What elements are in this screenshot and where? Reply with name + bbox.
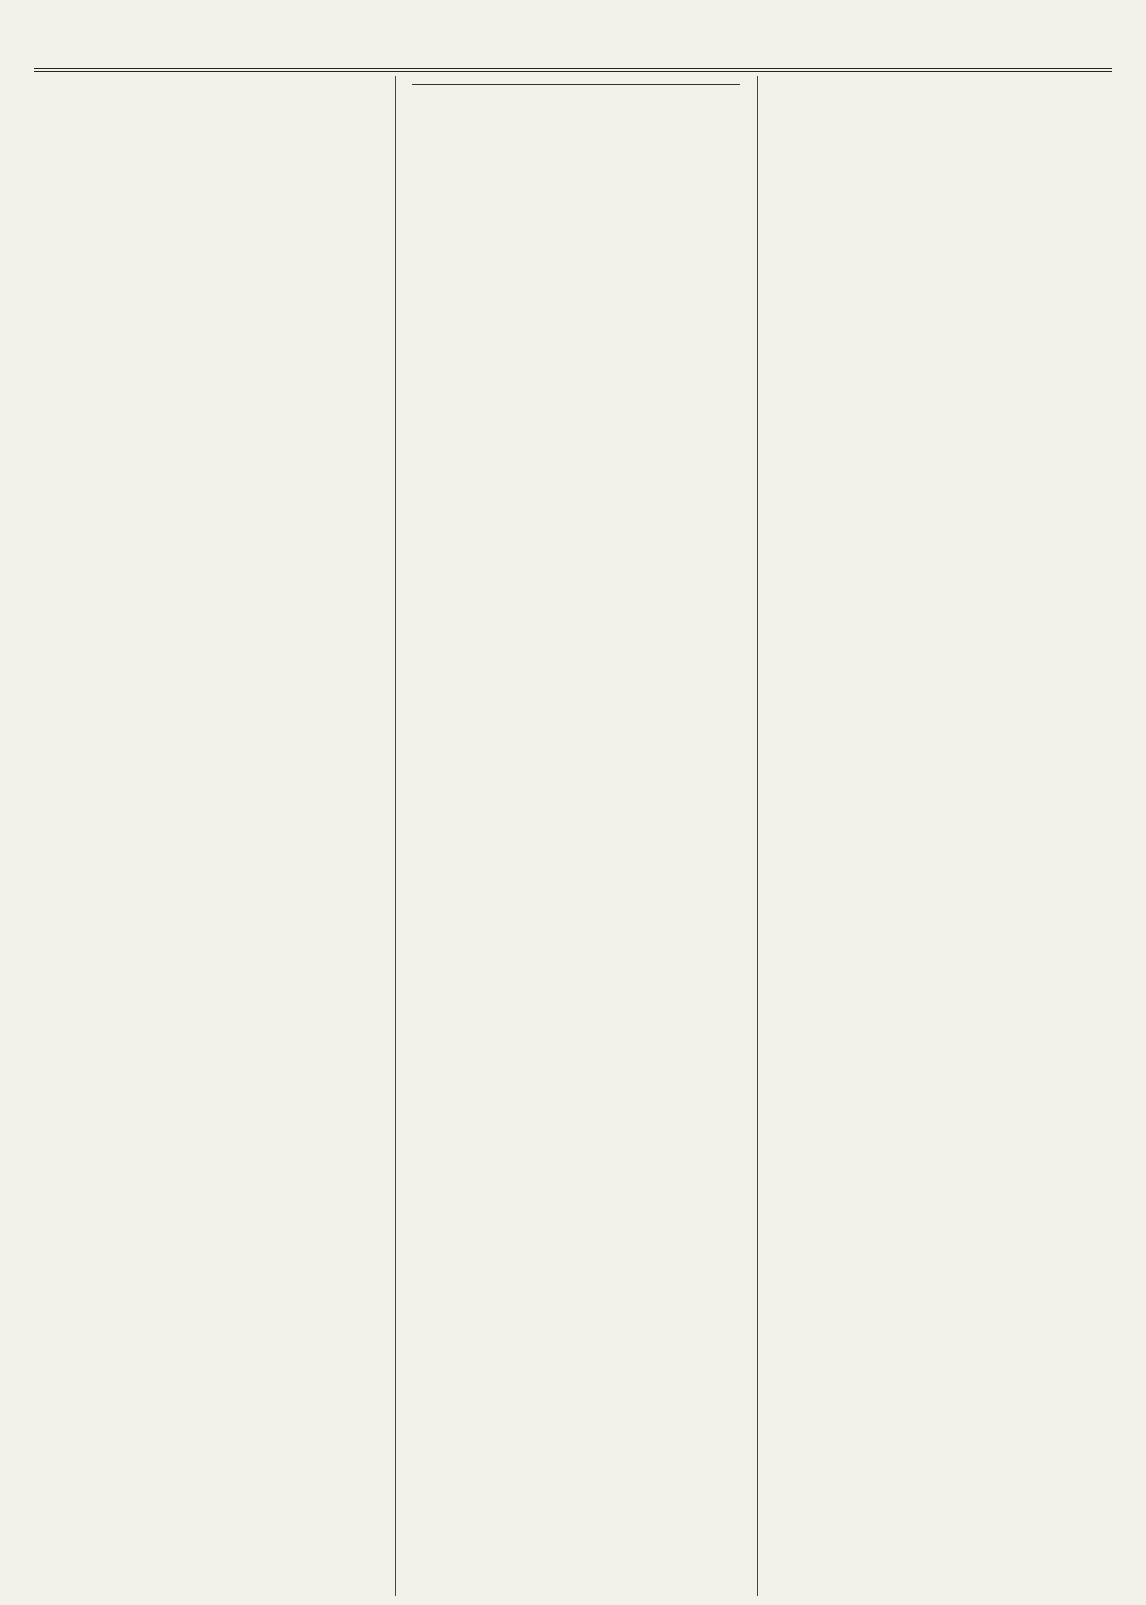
column-2 <box>402 76 750 1596</box>
column-divider <box>757 76 758 1596</box>
column-1 <box>40 76 388 1596</box>
section-divider <box>412 84 740 85</box>
column-divider <box>395 76 396 1596</box>
masthead <box>34 28 1112 68</box>
masthead-rule <box>34 68 1112 69</box>
masthead-rule <box>34 71 1112 72</box>
column-3 <box>764 76 1112 1596</box>
